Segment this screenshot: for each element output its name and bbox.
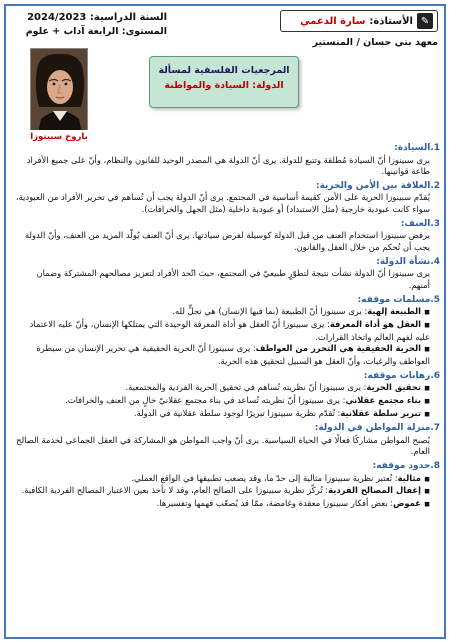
list-item: ◼العقل هو أداة المعرفة: يرى سبينوزا أنّ العقل هو أداة المعرفة الوحيدة التي يمتلكها الإنسان، وأنّ عليه الاعتماد عليه لفهم العالم واتخاذ القرارات. bbox=[29, 318, 430, 342]
section-text: يُصبح المواطن مشاركًا فعالًا في الحياة السياسية. يرى أنّ واجب المواطن هو المشاركة في العقل الجماعي لخدمة الصالح العام. bbox=[16, 434, 430, 457]
section-heading: 7.منزلة المواطن في الدولة: bbox=[314, 423, 440, 434]
bullet-icon: ◼ bbox=[424, 345, 430, 354]
bullet-icon: ◼ bbox=[424, 396, 430, 405]
list-item: ◼مثالية: تُعتبر نظرية سبينوزا مثالية إلى حدّ ما، وقد يصعب تطبيقها في الواقع العملي. bbox=[14, 473, 430, 486]
bullet-icon: ◼ bbox=[424, 474, 430, 483]
teacher-name: سارة الدعمي bbox=[300, 15, 366, 27]
bullet-icon: ◼ bbox=[424, 384, 430, 393]
section-heading: 6.رهانات موقفه: bbox=[363, 370, 440, 381]
class-info bbox=[12, 11, 167, 39]
teacher-box bbox=[280, 10, 438, 32]
school-year: السنة الدراسية: 2024/2023 bbox=[27, 12, 167, 23]
bullet-icon: ◼ bbox=[424, 409, 430, 418]
institute-name: معهد بني حسان / المنستير bbox=[312, 37, 438, 48]
portrait-caption: باروخ سبينوزا bbox=[26, 130, 92, 144]
lesson-title-line1: المرجعيات الفلسفية لمسألة bbox=[158, 65, 290, 76]
lesson-title-line2: الدولة: السيادة والمواطنة bbox=[164, 80, 284, 91]
section-heading: 4.نشأة الدولة: bbox=[376, 256, 440, 267]
section-text: يرفض سبينوزا استخدام العنف من قبل الدولة كوسيلة لفرض سيادتها. يرى أنّ العنف يُولّد المزيد من العنف، وأنّ الدولة يجب أن تُحكم من خلال العقل والقانون. bbox=[24, 230, 430, 253]
bullet-icon: ◼ bbox=[424, 308, 430, 317]
pen-icon: ✎ bbox=[417, 13, 433, 29]
section-heading: 2.العلاقة بين الأمن والحرية: bbox=[315, 180, 440, 191]
lesson-content bbox=[14, 140, 440, 511]
section-text: يرى سبينوزا أنّ الدولة نشأت نتيجة لتطوّرٍ طبيعيّ في المجتمع، حيث اتّحد الأفراد لتعزيز مصالحهم المشتركة وضمان أمنهم. bbox=[36, 268, 430, 290]
section-heading: 1.السيادة: bbox=[394, 143, 440, 153]
bullet-icon: ◼ bbox=[424, 487, 430, 496]
section-heading: 8.حدود موقفه: bbox=[372, 461, 440, 472]
list-item: ◼الطبيعة إلهية: يرى سبينوزا أنّ الطبيعة (بما فيها الإنسان) هي تجلٍّ لله. bbox=[14, 306, 430, 319]
class-level: المستوى: الرابعة آداب + علوم bbox=[25, 26, 167, 37]
teacher-label: الأستاذة: bbox=[369, 15, 413, 27]
list-item: ◼تحقيق الحرية: يرى سبينوزا أنّ نظريته تُساهم في تحقيق الحرية الفردية والمجتمعية. bbox=[14, 382, 430, 395]
section-text: يرى سبينوزا أنّ السيادة مُطلقة وتتبع للدولة. يرى أنّ الدولة هي المصدر الوحيد للقانون والنظام، وأنّ على جميع الأفراد طاعة قوانينها. bbox=[26, 154, 430, 177]
portrait-image bbox=[31, 49, 88, 136]
lesson-title-box bbox=[149, 56, 299, 108]
bullet-icon: ◼ bbox=[424, 320, 430, 329]
section-heading: 5.مسلمات موقفه: bbox=[357, 294, 440, 305]
document-page bbox=[4, 4, 446, 639]
list-item: ◼الحرية الحقيقية هي التحرر من العواطف: يرى سبينوزا أنّ الحرية الحقيقية هي تحرير الإنسان من سيطرة العواطف والرغبات، وأنّ العقل هو السبيل لتحقيق هذه الحرية. bbox=[36, 343, 430, 366]
section-heading: 3.العنف: bbox=[400, 218, 440, 229]
bullet-icon: ◼ bbox=[424, 500, 430, 509]
section-text: يُقدّم سبينوزا الحرية على الأمن كقيمة أساسية في المجتمع. يرى أنّ الدولة يجب أن تُساهم في تحرير الأفراد من العبودية، سواء كانت عبودية خارجية (مثل الاستبداد) أو عبودية داخلية (مثل الجهل والخرافات). bbox=[15, 192, 430, 215]
list-item: ◼غموض: بعض أفكار سبينوزا معقدة وغامضة، ممّا قد يُصعّب فهمها وتفسيرها. bbox=[14, 498, 430, 511]
list-item: ◼بناء مجتمع عقلاني: يرى سبينوزا أنّ نظريته تُساعد في بناء مجتمع عقلانيّ خالٍ من العنف والخرافات. bbox=[14, 395, 430, 408]
list-item: ◼إغفال المصالح الفردية: تُركّز نظرية سبينوزا على الصالح العام، وقد لا تأخذ بعين الاعتبار المصالح الفردية الكافية. bbox=[14, 485, 430, 498]
spinoza-portrait bbox=[30, 48, 88, 136]
list-item: ◼تبرير سلطة عقلانية: تُقدّم نظرية سبينوزا تبريرًا لوجود سلطة عقلانية في الدولة. bbox=[14, 408, 430, 421]
teacher-header bbox=[280, 10, 438, 48]
